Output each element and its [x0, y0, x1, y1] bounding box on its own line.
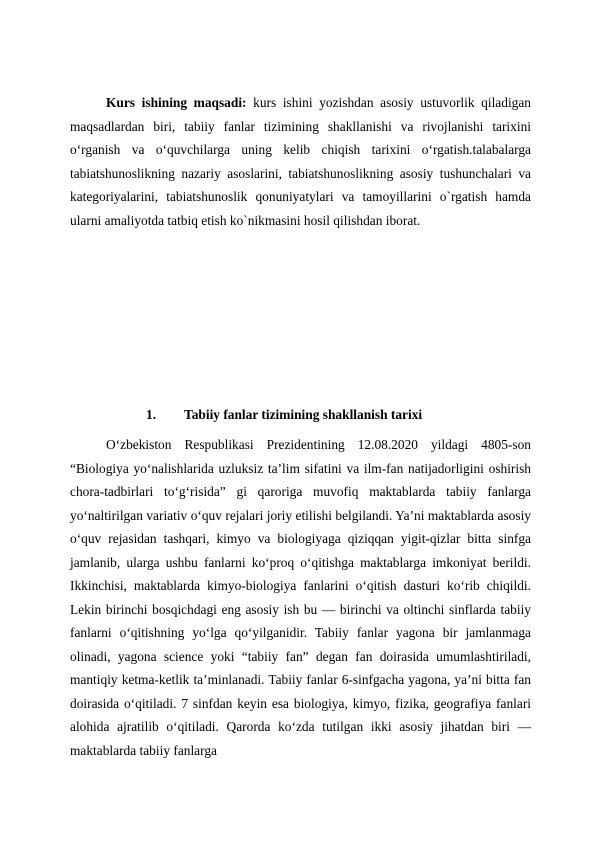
intro-text: kurs ishini yozishdan asosiy ustuvorlik qiladigan maqsadlardan biri, tabiiy fanlar tizimining shakllanishi va rivojlanishi tarixini o‘rganish va o‘quvchilarga uning kelib chiqish tarixini o‘rgatish.talabalarga tabiatshunoslikning nazariy asoslarini, tabiatshunoslikning asosiy tushunchalari va kategoriyalarini, tabiatshunoslik qonuniyatylari va tamoyillarini o`rgatish hamda ularni amaliyotda tatbiq etish ko`nikmasini hosil qilishdan iborat. [70, 95, 531, 228]
section-body-paragraph: O‘zbekiston Respublikasi Prezidentining 12.08.2020 yildagi 4805-son “Biologiya yo‘nalishlarida uzluksiz ta’lim sifatini va ilm-fan natijadorligini oshirish chora-tadbirlari to‘g‘risida” gi qaroriga muvofiq maktablarda tabiiy fanlarga yo‘naltirilgan variativ o‘quv rejalari joriy etilishi belgilandi. Ya’ni maktablarda asosiy o‘quv rejasidan tashqari, kimyo va biologiyaga qiziqqan yigit-qizlar bitta sinfga jamlanib, ularga ushbu fanlarni ko‘proq o‘qitishga maktablarga imkoniyat berildi. Ikkinchisi, maktablarda kimyo-biologiya fanlarini o‘qitish dasturi ko‘rib chiqildi. Lekin birinchi bosqichdagi eng asosiy ish bu — birinchi va oltinchi sinflarda tabiiy fanlarni o‘qitishning yo‘lga qo‘yilganidir. Tabiiy fanlar yagona bir jamlanmaga olinadi, yagona science yoki “tabiiy fan” degan fan doirasida umumlashtiriladi, mantiqiy ketma-ketlik ta’minlanadi. Tabiiy fanlar 6-sinfgacha yagona, ya’ni bitta fan doirasida o‘qitiladi. 7 sinfdan keyin esa biologiya, kimyo, fizika, geografiya fanlari alohida ajratilib o‘qitiladi. Qarorda ko‘zda tutilgan ikki asosiy jihatdan biri — maktablarda tabiiy fanlarga [70, 437, 531, 758]
intro-lead: Kurs ishining maqsadi: [106, 95, 247, 110]
section-number: 1. [146, 407, 157, 422]
section-heading [146, 405, 422, 425]
intro-paragraph [70, 91, 531, 233]
section-title: Tabiiy fanlar tizimining shakllanish tarixi [184, 407, 423, 422]
